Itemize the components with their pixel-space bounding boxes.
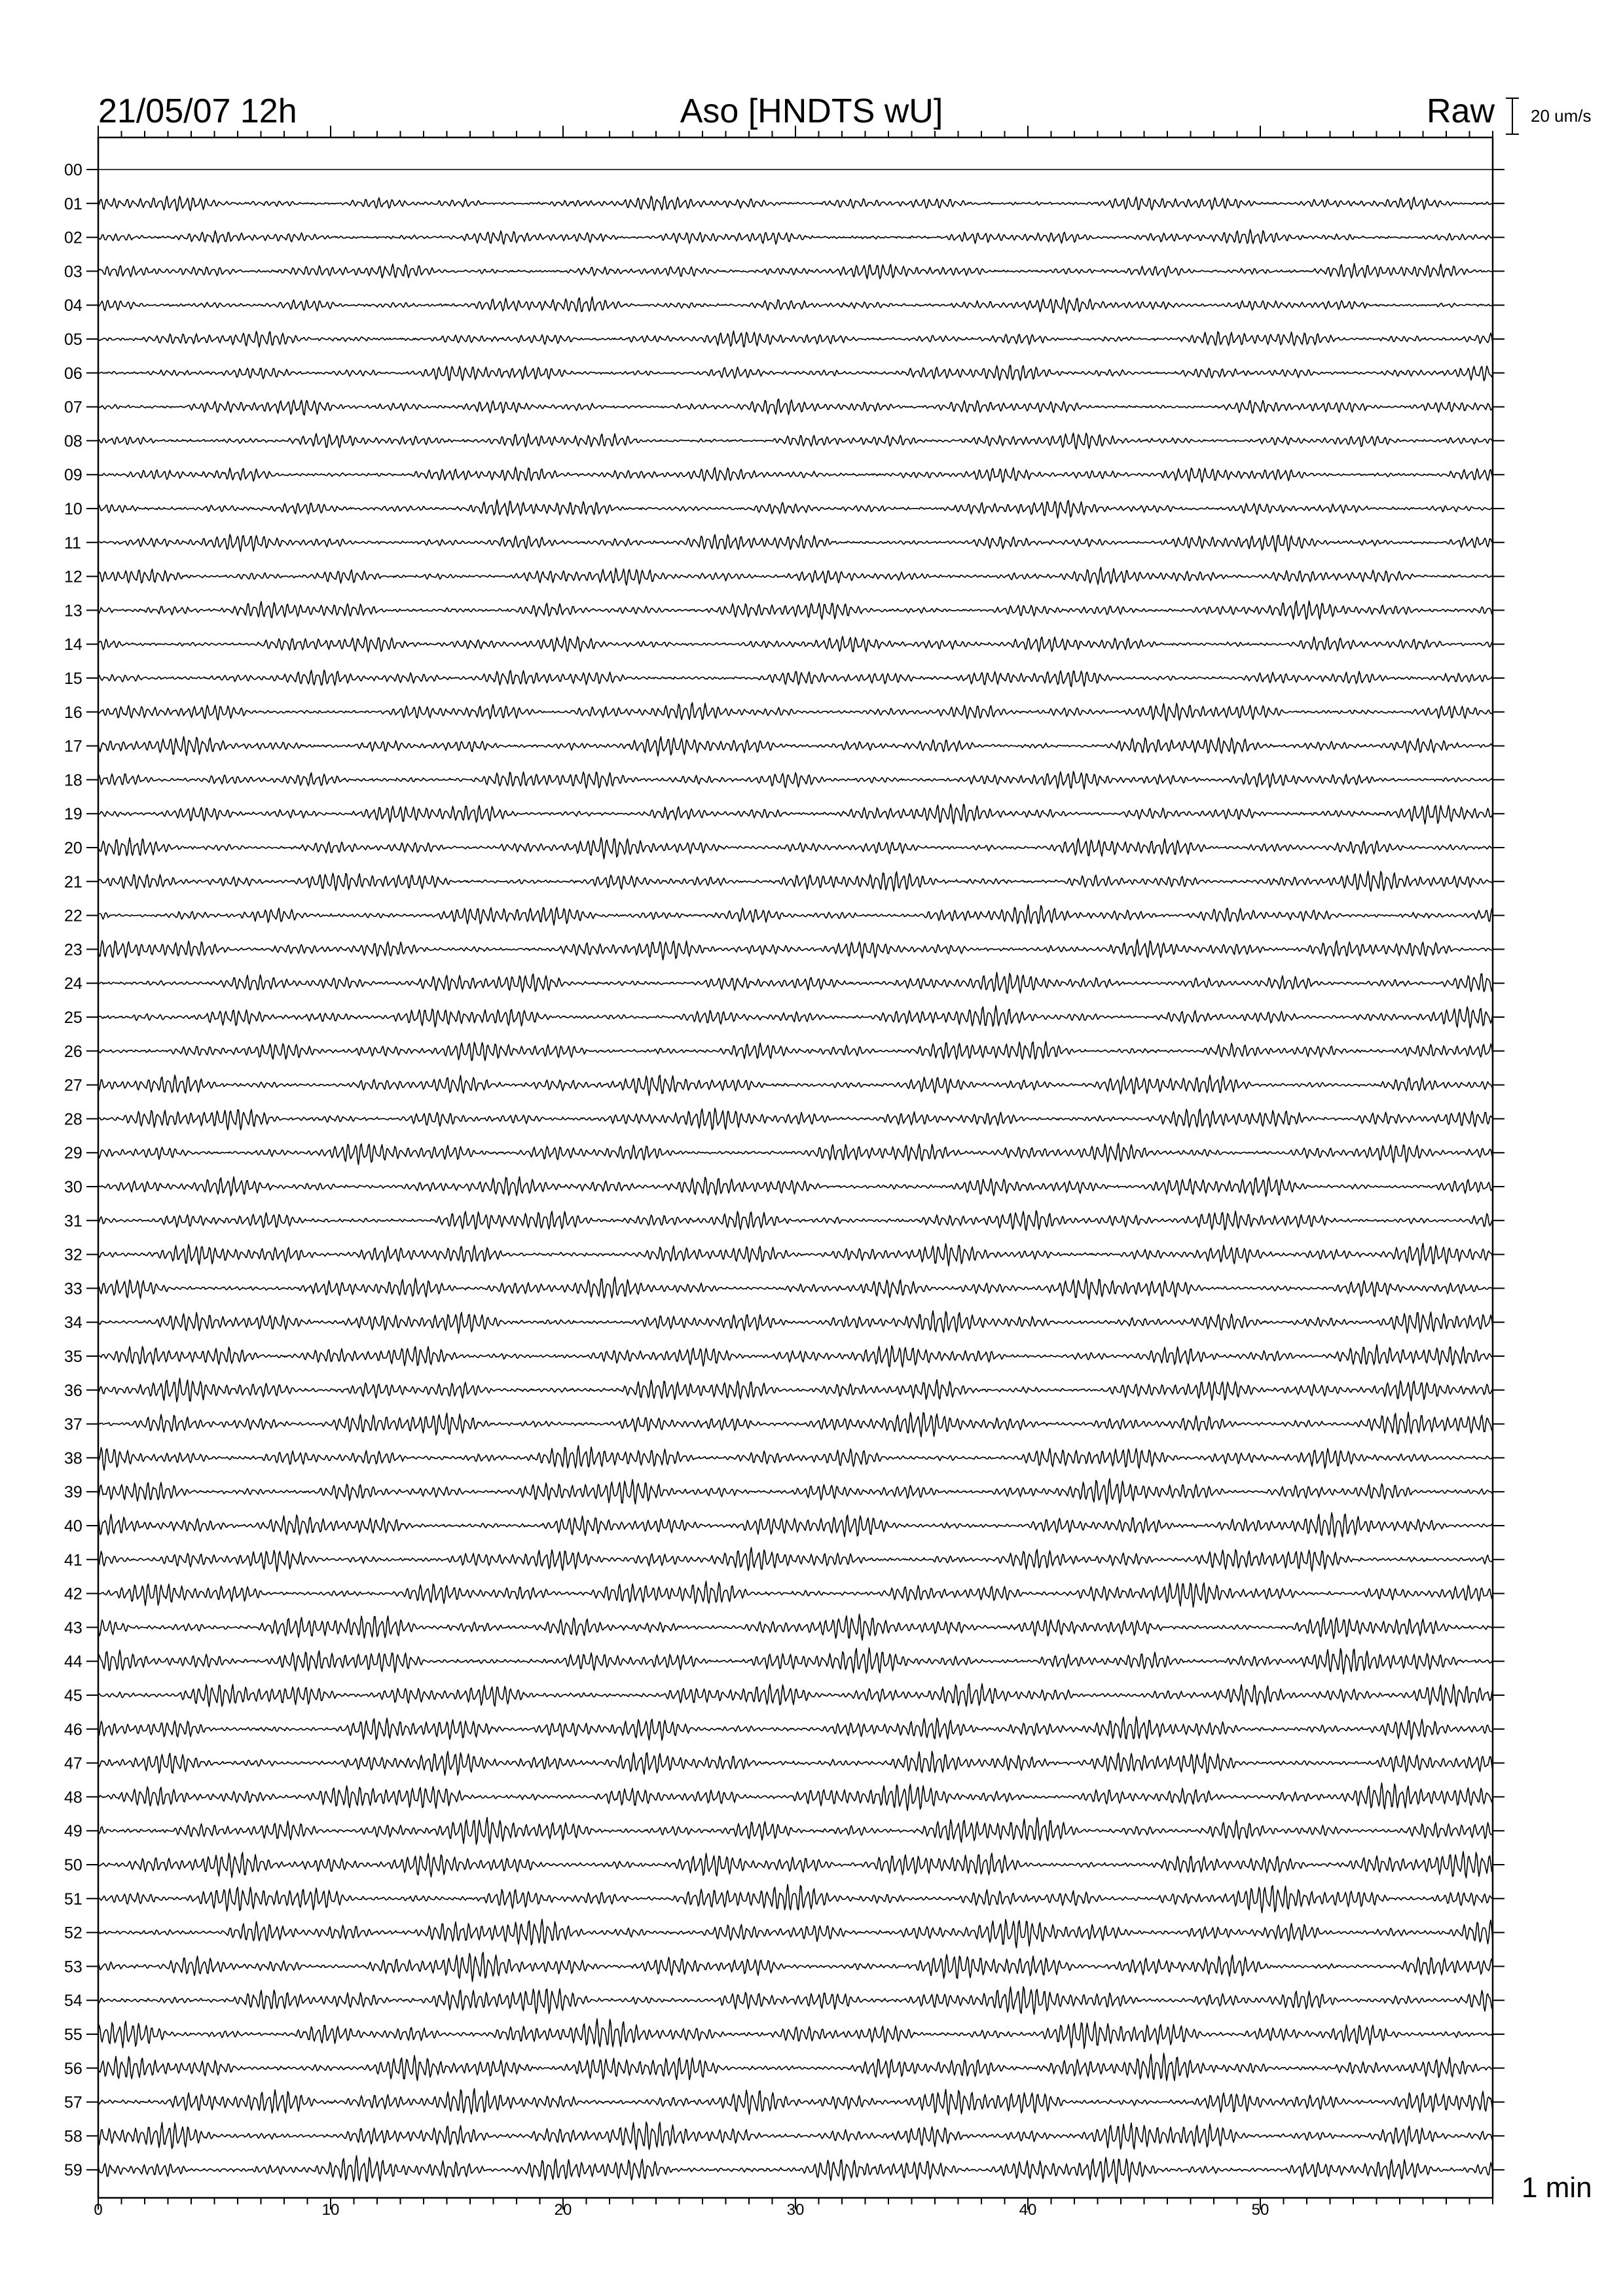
row-label: 26 bbox=[64, 1042, 82, 1061]
row-label: 23 bbox=[64, 941, 82, 960]
trace-line bbox=[98, 1446, 1493, 1471]
trace-line bbox=[98, 1547, 1493, 1571]
trace-line bbox=[98, 2156, 1493, 2184]
trace-line bbox=[98, 939, 1493, 960]
row-label: 45 bbox=[64, 1687, 82, 1705]
row-label: 14 bbox=[64, 636, 82, 655]
row-label: 19 bbox=[64, 805, 82, 824]
x-tick-labels bbox=[94, 2201, 1269, 2219]
x-tick-label: 30 bbox=[786, 2201, 805, 2219]
trace-line bbox=[98, 601, 1493, 619]
trace-line bbox=[98, 297, 1493, 314]
trace-line bbox=[98, 737, 1493, 757]
row-label: 36 bbox=[64, 1381, 82, 1400]
trace-line bbox=[98, 467, 1493, 482]
trace-line bbox=[98, 264, 1493, 279]
x-tick-label: 40 bbox=[1019, 2201, 1037, 2219]
row-label: 18 bbox=[64, 771, 82, 790]
row-label: 53 bbox=[64, 1958, 82, 1977]
x-tick-label: 20 bbox=[554, 2201, 572, 2219]
row-labels bbox=[64, 161, 82, 2179]
trace-line bbox=[98, 1006, 1493, 1028]
trace-line bbox=[98, 196, 1493, 211]
row-label: 20 bbox=[64, 839, 82, 857]
trace-line bbox=[98, 1614, 1493, 1640]
trace-line bbox=[98, 905, 1493, 925]
trace-line bbox=[98, 1852, 1493, 1878]
trace-line bbox=[98, 1751, 1493, 1775]
row-label: 33 bbox=[64, 1280, 82, 1299]
row-label: 51 bbox=[64, 1890, 82, 1909]
row-label: 52 bbox=[64, 1924, 82, 1943]
row-label: 17 bbox=[64, 737, 82, 756]
row-label: 04 bbox=[64, 296, 82, 315]
row-label: 30 bbox=[64, 1178, 82, 1196]
row-label: 15 bbox=[64, 670, 82, 688]
row-label: 47 bbox=[64, 1754, 82, 1773]
row-label: 02 bbox=[64, 228, 82, 247]
trace-line bbox=[98, 1952, 1493, 1982]
x-axis-unit-label: 1 min bbox=[1522, 2172, 1592, 2204]
row-label: 28 bbox=[64, 1110, 82, 1129]
trace-line bbox=[98, 1987, 1493, 2015]
row-label: 55 bbox=[64, 2026, 82, 2044]
row-label: 11 bbox=[64, 533, 81, 552]
row-label: 25 bbox=[64, 1009, 82, 1027]
trace-line bbox=[98, 331, 1493, 348]
row-label: 38 bbox=[64, 1449, 82, 1468]
trace-line bbox=[98, 230, 1493, 245]
row-label: 32 bbox=[64, 1246, 82, 1265]
trace-line bbox=[98, 2122, 1493, 2149]
trace-line bbox=[98, 636, 1493, 652]
trace-line bbox=[98, 2089, 1493, 2115]
row-label: 10 bbox=[64, 500, 82, 518]
row-label: 29 bbox=[64, 1144, 82, 1163]
station-channel-title: Aso [HNDTS wU] bbox=[680, 92, 943, 130]
trace-line bbox=[98, 1345, 1493, 1367]
row-label: 13 bbox=[64, 601, 82, 620]
row-label: 49 bbox=[64, 1822, 82, 1841]
trace-line bbox=[98, 1244, 1493, 1266]
row-label: 03 bbox=[64, 262, 82, 281]
record-date-title: 21/05/07 12h bbox=[98, 92, 297, 130]
trace-line bbox=[98, 399, 1493, 415]
row-label: 50 bbox=[64, 1856, 82, 1874]
seismic-traces bbox=[98, 170, 1493, 2183]
trace-line bbox=[98, 973, 1493, 994]
plot-frame bbox=[98, 137, 1493, 2198]
row-label: 31 bbox=[64, 1211, 82, 1230]
row-label: 56 bbox=[64, 2059, 82, 2078]
trace-line bbox=[98, 772, 1493, 789]
row-label: 35 bbox=[64, 1348, 82, 1366]
trace-line bbox=[98, 1884, 1493, 1912]
trace-line bbox=[98, 1143, 1493, 1165]
trace-line bbox=[98, 1479, 1493, 1504]
row-label: 37 bbox=[64, 1415, 82, 1434]
row-label: 42 bbox=[64, 1585, 82, 1604]
trace-line bbox=[98, 670, 1493, 687]
trace-line bbox=[98, 838, 1493, 859]
row-label: 22 bbox=[64, 906, 82, 925]
row-label: 57 bbox=[64, 2093, 82, 2112]
row-label: 07 bbox=[64, 398, 82, 417]
row-label: 39 bbox=[64, 1483, 82, 1502]
trace-line bbox=[98, 433, 1493, 449]
trace-line bbox=[98, 500, 1493, 518]
trace-line bbox=[98, 1818, 1493, 1844]
trace-line bbox=[98, 1311, 1493, 1333]
trace-line bbox=[98, 1683, 1493, 1706]
trace-line bbox=[98, 1378, 1493, 1402]
row-label: 12 bbox=[64, 567, 82, 586]
data-mode-title: Raw bbox=[1426, 92, 1495, 130]
row-label: 05 bbox=[64, 331, 82, 349]
row-label: 00 bbox=[64, 161, 82, 179]
trace-line bbox=[98, 1277, 1493, 1299]
trace-line bbox=[98, 804, 1493, 824]
trace-line bbox=[98, 567, 1493, 585]
trace-line bbox=[98, 1041, 1493, 1060]
row-label: 43 bbox=[64, 1619, 82, 1638]
row-label: 59 bbox=[64, 2161, 82, 2180]
trace-line bbox=[98, 1648, 1493, 1674]
row-label: 01 bbox=[64, 194, 82, 213]
row-label: 54 bbox=[64, 1992, 82, 2011]
row-label: 58 bbox=[64, 2127, 82, 2146]
row-label: 09 bbox=[64, 466, 82, 485]
x-tick-label: 50 bbox=[1251, 2201, 1269, 2219]
trace-line bbox=[98, 535, 1493, 552]
row-label: 40 bbox=[64, 1517, 82, 1535]
trace-line bbox=[98, 365, 1493, 381]
trace-line bbox=[98, 1177, 1493, 1196]
row-label: 48 bbox=[64, 1788, 82, 1807]
trace-line bbox=[98, 1783, 1493, 1810]
x-tick-label: 10 bbox=[321, 2201, 340, 2219]
row-label: 46 bbox=[64, 1720, 82, 1739]
trace-line bbox=[98, 1108, 1493, 1130]
trace-line bbox=[98, 703, 1493, 721]
row-label: 21 bbox=[64, 872, 82, 891]
trace-line bbox=[98, 1717, 1493, 1740]
trace-line bbox=[98, 2053, 1493, 2081]
row-label: 34 bbox=[64, 1314, 82, 1333]
trace-line bbox=[98, 1581, 1493, 1607]
trace-line bbox=[98, 871, 1493, 891]
trace-line bbox=[98, 1211, 1493, 1230]
row-label: 27 bbox=[64, 1076, 82, 1095]
trace-line bbox=[98, 1513, 1493, 1537]
row-label: 41 bbox=[64, 1551, 82, 1570]
row-label: 24 bbox=[64, 975, 82, 994]
trace-line bbox=[98, 1919, 1493, 1948]
x-tick-label: 0 bbox=[94, 2201, 103, 2219]
trace-line bbox=[98, 1412, 1493, 1437]
amplitude-scale-label: 20 um/s bbox=[1531, 106, 1592, 126]
trace-line bbox=[98, 2018, 1493, 2049]
row-label: 16 bbox=[64, 703, 82, 722]
trace-line bbox=[98, 1075, 1493, 1096]
row-label: 08 bbox=[64, 432, 82, 451]
row-label: 06 bbox=[64, 364, 82, 383]
row-label: 44 bbox=[64, 1653, 82, 1672]
